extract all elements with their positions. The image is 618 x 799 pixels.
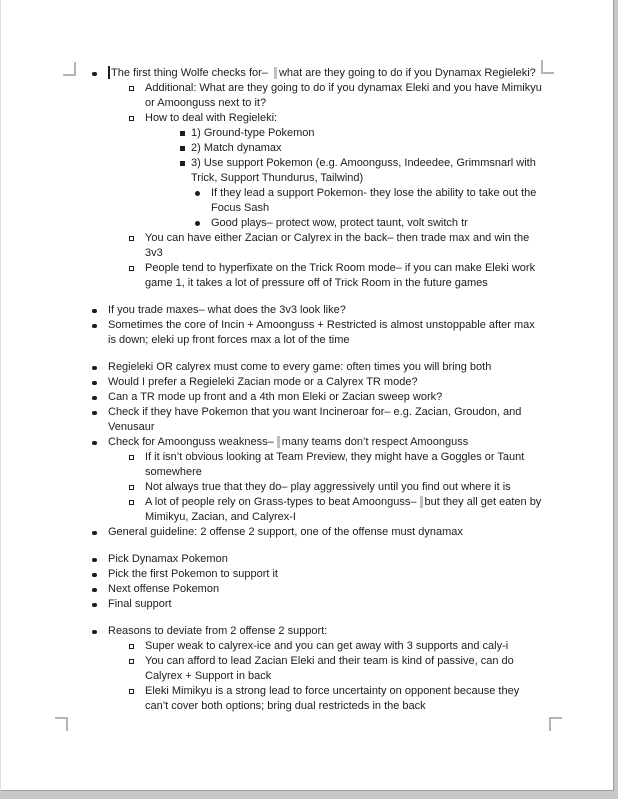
text-run: Check for Amoonguss weakness– (108, 436, 274, 448)
list-item[interactable] (1, 318, 543, 348)
bullet-level-2-icon (129, 236, 134, 241)
bullet-level-2-icon (129, 86, 134, 91)
list-item[interactable] (1, 552, 543, 567)
list-item-text (108, 436, 468, 448)
bullet-level-1-icon (92, 309, 97, 314)
text-caret-light (420, 496, 423, 508)
list-item[interactable] (1, 639, 543, 654)
text-boundary-mark-bottom-left (55, 717, 68, 731)
list-item-text: How to deal with Regieleki: (145, 112, 278, 124)
bullet-level-1-icon (92, 603, 97, 608)
text-run: many teams don’t respect Amoonguss (281, 436, 469, 448)
bullet-level-1-icon (92, 72, 97, 77)
bullet-level-2-icon (129, 266, 134, 271)
list-item[interactable] (1, 126, 543, 141)
bullet-level-3-icon (180, 161, 185, 166)
list-item-text: Next offense Pokemon (108, 583, 220, 595)
list-item-text (145, 496, 541, 523)
list-item-text: Additional: What are they going to do if you dynamax Eleki and you have Mimikyu or Amoonguss next to it? (145, 82, 542, 109)
list-item[interactable] (1, 390, 543, 405)
list-item[interactable] (1, 684, 543, 714)
list-item-text: 1) Ground-type Pokemon (191, 127, 315, 139)
list-item-text: Pick the first Pokemon to support it (108, 568, 278, 580)
bullet-level-1-icon (92, 396, 97, 401)
text-caret-light (274, 67, 277, 79)
list-item[interactable] (1, 405, 543, 435)
bullet-level-2-icon (129, 500, 134, 505)
list-item-text: You can have either Zacian or Calyrex in the back– then trade max and win the 3v3 (145, 232, 530, 259)
bullet-level-1-icon (92, 366, 97, 371)
bullet-level-1-icon (92, 381, 97, 386)
list-item[interactable] (1, 186, 543, 216)
list-item-text: Super weak to calyrex-ice and you can get away with 3 supports and caly-i (145, 640, 509, 652)
list-item-text: Final support (108, 598, 172, 610)
list-block (1, 624, 543, 714)
list-item[interactable] (1, 480, 543, 495)
bullet-level-1-icon (92, 411, 97, 416)
list-item-text: Sometimes the core of Incin + Amoonguss + Restricted is almost unstoppable after max is down; eleki up front forces max a lot of the time (108, 319, 535, 346)
list-item-text: 2) Match dynamax (191, 142, 282, 154)
list-item-text (108, 67, 536, 79)
list-item-text: General guideline: 2 offense 2 support, one of the offense must dynamax (108, 526, 463, 538)
list-item-text: If they lead a support Pokemon- they lose the ability to take out the Focus Sash (211, 187, 537, 214)
bullet-level-4-icon (195, 221, 200, 226)
bullet-level-1-icon (92, 441, 97, 446)
list-item[interactable] (1, 654, 543, 684)
list-item[interactable] (1, 111, 543, 126)
list-item-text: You can afford to lead Zacian Eleki and their team is kind of passive, can do Calyrex + Support in back (145, 655, 514, 682)
bullet-level-2-icon (129, 455, 134, 460)
bullet-level-1-icon (92, 588, 97, 593)
list-item-text: People tend to hyperfixate on the Trick Room mode– if you can make Eleki work game 1, it takes a lot of pressure off of Trick Room in the future games (145, 262, 536, 289)
list-block (1, 360, 543, 540)
list-item[interactable] (1, 582, 543, 597)
list-item[interactable] (1, 495, 543, 525)
bullet-level-3-icon (180, 146, 185, 151)
bullet-level-2-icon (129, 689, 134, 694)
list-item[interactable] (1, 303, 543, 318)
bullet-level-2-icon (129, 116, 134, 121)
text-run: A lot of people rely on Grass-types to beat Amoonguss– (145, 496, 417, 508)
list-item[interactable] (1, 525, 543, 540)
bullet-level-1-icon (92, 573, 97, 578)
list-item[interactable] (1, 435, 543, 450)
list-item[interactable] (1, 375, 543, 390)
list-item-text: Check if they have Pokemon that you want Incineroar for– e.g. Zacian, Groudon, and Venusaur (108, 406, 522, 433)
list-item[interactable] (1, 231, 543, 261)
bullet-level-1-icon (92, 630, 97, 635)
text-run: The first thing Wolfe checks for– (111, 67, 271, 79)
list-item[interactable] (1, 624, 543, 639)
list-item[interactable] (1, 141, 543, 156)
list-item-text: Reasons to deviate from 2 offense 2 support: (108, 625, 328, 637)
list-item[interactable] (1, 567, 543, 582)
list-item-text: Regieleki OR calyrex must come to every game: often times you will bring both (108, 361, 492, 373)
list-item-text: Would I prefer a Regieleki Zacian mode or a Calyrex TR mode? (108, 376, 418, 388)
text-boundary-mark-bottom-right (549, 717, 562, 731)
list-item[interactable] (1, 216, 543, 231)
bullet-level-2-icon (129, 644, 134, 649)
bullet-level-1-icon (92, 558, 97, 563)
text-run: but they all get eaten by Mimikyu, Zacian, and Calyrex-I (145, 496, 542, 523)
list-item-text: Can a TR mode up front and a 4th mon Eleki or Zacian sweep work? (108, 391, 443, 403)
list-block (1, 303, 543, 348)
bullet-level-4-icon (195, 191, 200, 196)
bullet-level-1-icon (92, 324, 97, 329)
list-item-text: Good plays– protect wow, protect taunt, volt switch tr (211, 217, 468, 229)
list-block (1, 66, 543, 291)
list-item-text: Not always true that they do– play aggressively until you find out where it is (145, 481, 511, 493)
bullet-level-1-icon (92, 531, 97, 536)
list-item[interactable] (1, 81, 543, 111)
list-item[interactable] (1, 261, 543, 291)
list-item-text: 3) Use support Pokemon (e.g. Amoonguss, Indeedee, Grimmsnarl with Trick, Support Thundurus, Tailwind) (191, 157, 536, 184)
text-caret-dark (108, 66, 110, 79)
document-content (1, 66, 543, 714)
list-item[interactable] (1, 360, 543, 375)
list-block (1, 552, 543, 612)
bullet-level-3-icon (180, 131, 185, 136)
list-item-text: If it isn’t obvious looking at Team Preview, they might have a Goggles or Taunt somewhere (145, 451, 525, 478)
text-run: what are they going to do if you Dynamax Regieleki? (278, 67, 536, 79)
list-item-text: If you trade maxes– what does the 3v3 look like? (108, 304, 346, 316)
bullet-level-2-icon (129, 485, 134, 490)
list-item[interactable] (1, 156, 543, 186)
list-item-text: Eleki Mimikyu is a strong lead to force uncertainty on opponent because they can’t cover both options; bring dual restricteds in the back (145, 685, 520, 712)
list-item[interactable] (1, 450, 543, 480)
list-item[interactable] (1, 597, 543, 612)
text-caret-light (277, 436, 280, 448)
list-item-text: Pick Dynamax Pokemon (108, 553, 228, 565)
list-item[interactable] (1, 66, 543, 81)
bullet-level-2-icon (129, 659, 134, 664)
